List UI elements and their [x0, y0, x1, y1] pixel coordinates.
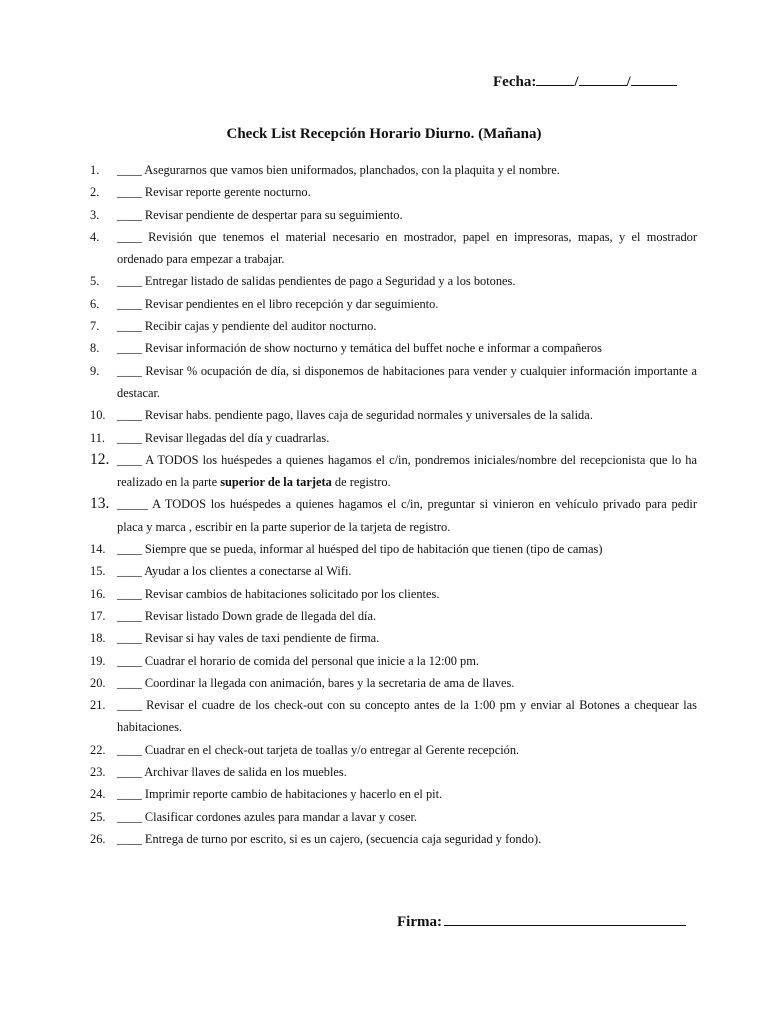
checklist-item — [90, 605, 697, 627]
item-text: ____ Revisar reporte gerente nocturno. — [117, 185, 311, 200]
item-text: ____ Imprimir reporte cambio de habitaciones y hacerlo en el pit. — [117, 787, 443, 802]
checklist-item — [90, 828, 697, 850]
item-text: ____ Ayudar a los clientes a conectarse al Wifi. — [117, 564, 352, 579]
signature-line — [444, 912, 686, 926]
item-text: ____ Archivar llaves de salida en los muebles. — [117, 765, 347, 780]
checklist-item — [90, 427, 697, 449]
item-text-bold: superior de la tarjeta — [220, 475, 332, 490]
checklist-item — [90, 493, 697, 538]
checklist-item — [90, 806, 697, 828]
item-text: ____ Revisar pendiente de despertar para su seguimiento. — [117, 207, 403, 222]
item-text: ____ Revisión que tenemos el material necesario en mostrador, papel en impresoras, mapas, y el mostrador ordenado para empezar a trabajar. — [117, 229, 697, 267]
signature-field — [397, 912, 686, 931]
item-number: 3. — [90, 207, 100, 222]
checklist-item — [90, 650, 697, 672]
item-text: ____ Cuadrar en el check-out tarjeta de toallas y/o entregar al Gerente recepción. — [117, 742, 520, 757]
checklist — [90, 159, 697, 850]
checklist-item — [90, 761, 697, 783]
item-text: ____ Revisar habs. pendiente pago, llaves caja de seguridad normales y universales de la salida. — [117, 408, 593, 423]
date-separator: / — [626, 74, 631, 90]
item-number: 12. — [90, 450, 110, 468]
item-text: ____ Revisar información de show nocturno y temática del buffet noche e informar a compañeros — [117, 341, 602, 356]
checklist-item — [90, 783, 697, 805]
checklist-item — [90, 672, 697, 694]
item-text: ____ Revisar el cuadre de los check-out con su concepto antes de la 1:00 pm y enviar al Botones a chequear las habitaciones. — [117, 698, 697, 735]
item-text-part: de registro. — [331, 475, 391, 490]
item-text — [117, 449, 697, 494]
item-text: ____ Revisar listado Down grade de llegada del día. — [117, 608, 377, 623]
checklist-item — [90, 226, 697, 271]
checklist-item — [90, 159, 697, 181]
item-number: 19. — [90, 653, 106, 668]
item-number: 22. — [90, 742, 106, 757]
checklist-item — [90, 337, 697, 359]
item-text: ____ Asegurarnos que vamos bien uniformados, planchados, con la plaquita y el nombre. — [117, 163, 560, 177]
item-text: ____ Recibir cajas y pendiente del auditor nocturno. — [117, 319, 377, 334]
item-text: ____ Entregar listado de salidas pendientes de pago a Seguridad y a los botones. — [117, 274, 516, 289]
item-number: 25. — [90, 809, 106, 824]
date-month-blank — [579, 72, 627, 86]
checklist-item — [90, 627, 697, 649]
item-number: 2. — [90, 185, 100, 200]
checklist-item — [90, 360, 697, 405]
item-number: 24. — [90, 787, 106, 802]
item-number: 26. — [90, 831, 106, 846]
item-text: ____ Revisar llegadas del día y cuadrarlas. — [117, 430, 330, 445]
item-text: _____ A TODOS los huéspedes a quienes hagamos el c/in, preguntar si vinieron en vehículo privado para pedir placa y marca , escribir en la parte superior de la tarjeta de registro. — [117, 497, 697, 534]
signature-label: Firma: — [397, 914, 442, 930]
item-number: 15. — [90, 564, 106, 579]
item-number: 4. — [90, 229, 100, 244]
item-number: 14. — [90, 542, 106, 557]
item-number: 9. — [90, 363, 100, 378]
item-number: 21. — [90, 698, 106, 713]
item-text: ____ Coordinar la llegada con animación, bares y la secretaria de ama de llaves. — [117, 675, 515, 690]
item-number: 7. — [90, 319, 100, 334]
item-text: ____ Revisar si hay vales de taxi pendiente de firma. — [117, 631, 380, 646]
checklist-item — [90, 583, 697, 605]
checklist-item — [90, 694, 697, 739]
checklist-item — [90, 315, 697, 337]
date-separator: / — [574, 74, 579, 90]
date-label: Fecha: — [493, 74, 537, 90]
checklist-item — [90, 404, 697, 426]
item-number: 1. — [90, 163, 100, 177]
date-field — [493, 72, 677, 91]
date-day-blank — [536, 72, 574, 86]
item-number: 5. — [90, 274, 100, 289]
item-text: ____ Clasificar cordones azules para mandar a lavar y coser. — [117, 809, 418, 824]
item-number: 17. — [90, 608, 106, 623]
item-number: 18. — [90, 631, 106, 646]
item-number: 20. — [90, 675, 106, 690]
checklist-item — [90, 449, 697, 494]
item-text: ____ Entrega de turno por escrito, si es un cajero, (secuencia caja seguridad y fondo). — [117, 831, 542, 846]
item-number: 23. — [90, 765, 106, 780]
item-number: 10. — [90, 408, 106, 423]
item-text-part: ____ A TODOS los huéspedes a quienes hagamos el c/in, pondremos iniciales/nombre del recepcionista que lo ha realizado en la parte — [117, 452, 697, 490]
item-text: ____ Revisar % ocupación de día, si disponemos de habitaciones para vender y cualquier información importante a destacar. — [117, 363, 697, 400]
item-text: ____ Siempre que se pueda, informar al huésped del tipo de habitación que tienen (tipo de camas) — [117, 542, 603, 557]
item-text: ____ Cuadrar el horario de comida del personal que inicie a la 12:00 pm. — [117, 653, 479, 668]
checklist-item — [90, 538, 697, 560]
item-text: ____ Revisar cambios de habitaciones solicitado por los clientes. — [117, 586, 440, 601]
checklist-item — [90, 181, 697, 203]
item-number: 6. — [90, 296, 100, 311]
checklist-item — [90, 204, 697, 226]
checklist-item — [90, 739, 697, 761]
checklist-item — [90, 270, 697, 292]
page-title: Check List Recepción Horario Diurno. (Mañana) — [226, 126, 542, 142]
item-text: ____ Revisar pendientes en el libro recepción y dar seguimiento. — [117, 296, 439, 311]
item-number: 8. — [90, 341, 100, 356]
date-year-blank — [631, 72, 677, 86]
checklist-item — [90, 560, 697, 582]
item-number: 13. — [90, 495, 110, 513]
item-number: 16. — [90, 586, 106, 601]
item-number: 11. — [90, 430, 106, 445]
checklist-item — [90, 293, 697, 315]
